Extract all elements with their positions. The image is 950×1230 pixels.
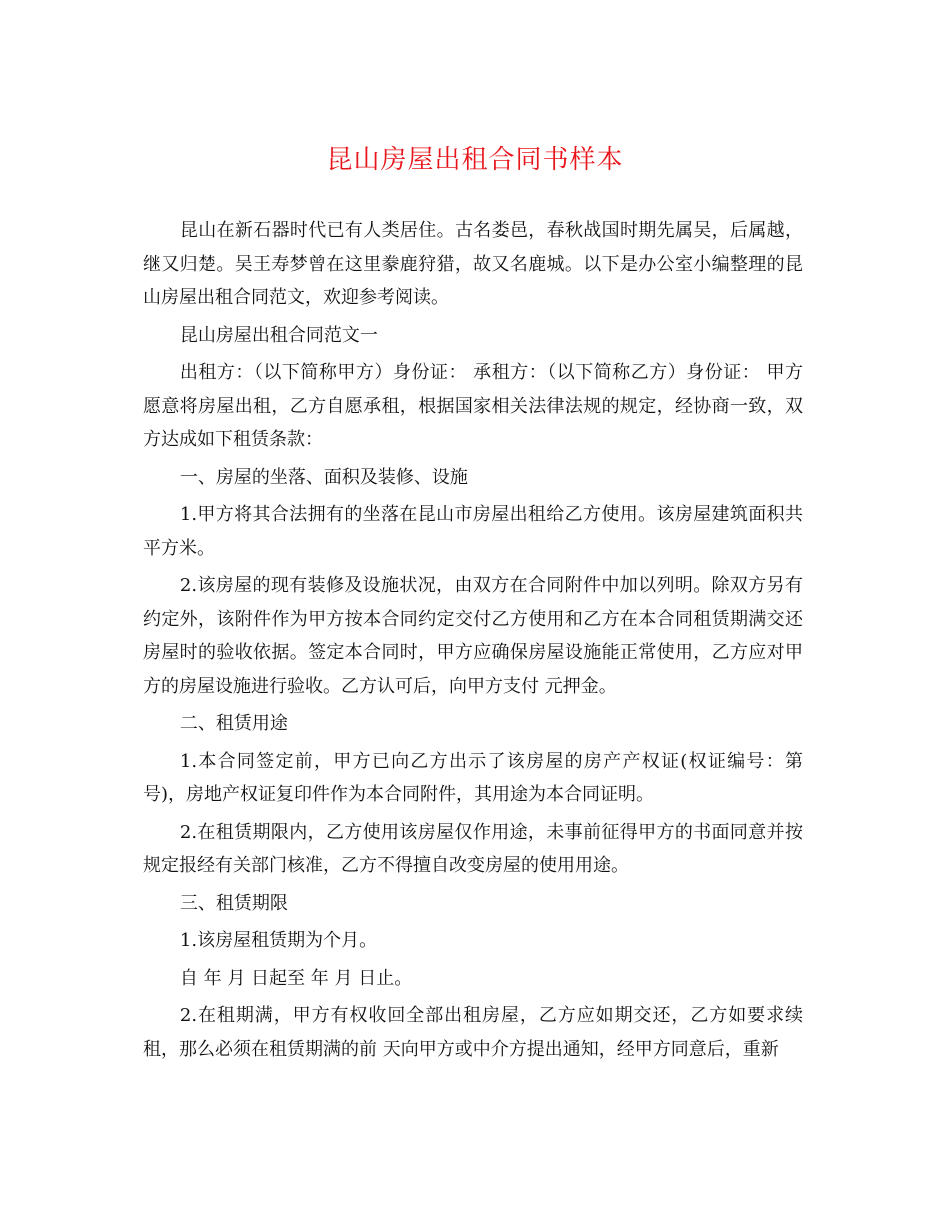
clause-paragraph: 2.该房屋的现有装修及设施状况，由双方在合同附件中加以列明。除双方另有约定外，该附件作为甲方按本合同约定交付乙方使用和乙方在本合同租赁期满交还房屋时的验收依据。签定本合同时，甲方应确保房屋设施能正常使用，乙方应对甲方的房屋设施进行验收。乙方认可后，向甲方支付 元押金。 xyxy=(143,575,803,697)
clause-paragraph: 1.本合同签定前，甲方已向乙方出示了该房屋的房产产权证(权证编号：第 号)，房地产权证复印件作为本合同附件，其用途为本合同证明。 xyxy=(143,750,803,805)
document-body xyxy=(143,214,803,1070)
document-title: 昆山房屋出租合同书样本 xyxy=(326,145,624,175)
parties-paragraph: 出租方：（以下简称甲方）身份证： 承租方：（以下简称乙方）身份证： 甲方愿意将房屋出租，乙方自愿承租，根据国家相关法律法规的规定，经协商一致，双方达成如下租赁条款： xyxy=(143,362,803,450)
clause-paragraph: 2.在租赁期限内，乙方使用该房屋仅作用途，未事前征得甲方的书面同意并按规定报经有关部门核准，乙方不得擅自改变房屋的使用用途。 xyxy=(143,821,803,876)
clause-paragraph: 2.在租期满，甲方有权收回全部出租房屋，乙方应如期交还，乙方如要求续租，那么必须在租赁期满的前 天向甲方或中介方提出通知，经甲方同意后，重新 xyxy=(143,1005,803,1060)
intro-paragraph: 昆山在新石器时代已有人类居住。古名娄邑，春秋战国时期先属吴，后属越，继又归楚。吴王寿梦曾在这里豢鹿狩猎，故又名鹿城。以下是办公室小编整理的昆山房屋出租合同范文，欢迎参考阅读。 xyxy=(143,220,803,308)
clause-paragraph: 1.甲方将其合法拥有的坐落在昆山市房屋出租给乙方使用。该房屋建筑面积共 平方米。 xyxy=(143,504,803,559)
section-heading: 昆山房屋出租合同范文一 xyxy=(179,324,378,346)
clause-paragraph: 1.该房屋租赁期为个月。 xyxy=(179,930,378,951)
clause-heading-2: 二、租赁用途 xyxy=(179,713,288,734)
clause-paragraph: 自 年 月 日起至 年 月 日止。 xyxy=(179,967,413,989)
clause-heading-1: 一、房屋的坐落、面积及装修、设施 xyxy=(179,466,468,488)
clause-heading-3: 三、租赁期限 xyxy=(179,892,288,914)
